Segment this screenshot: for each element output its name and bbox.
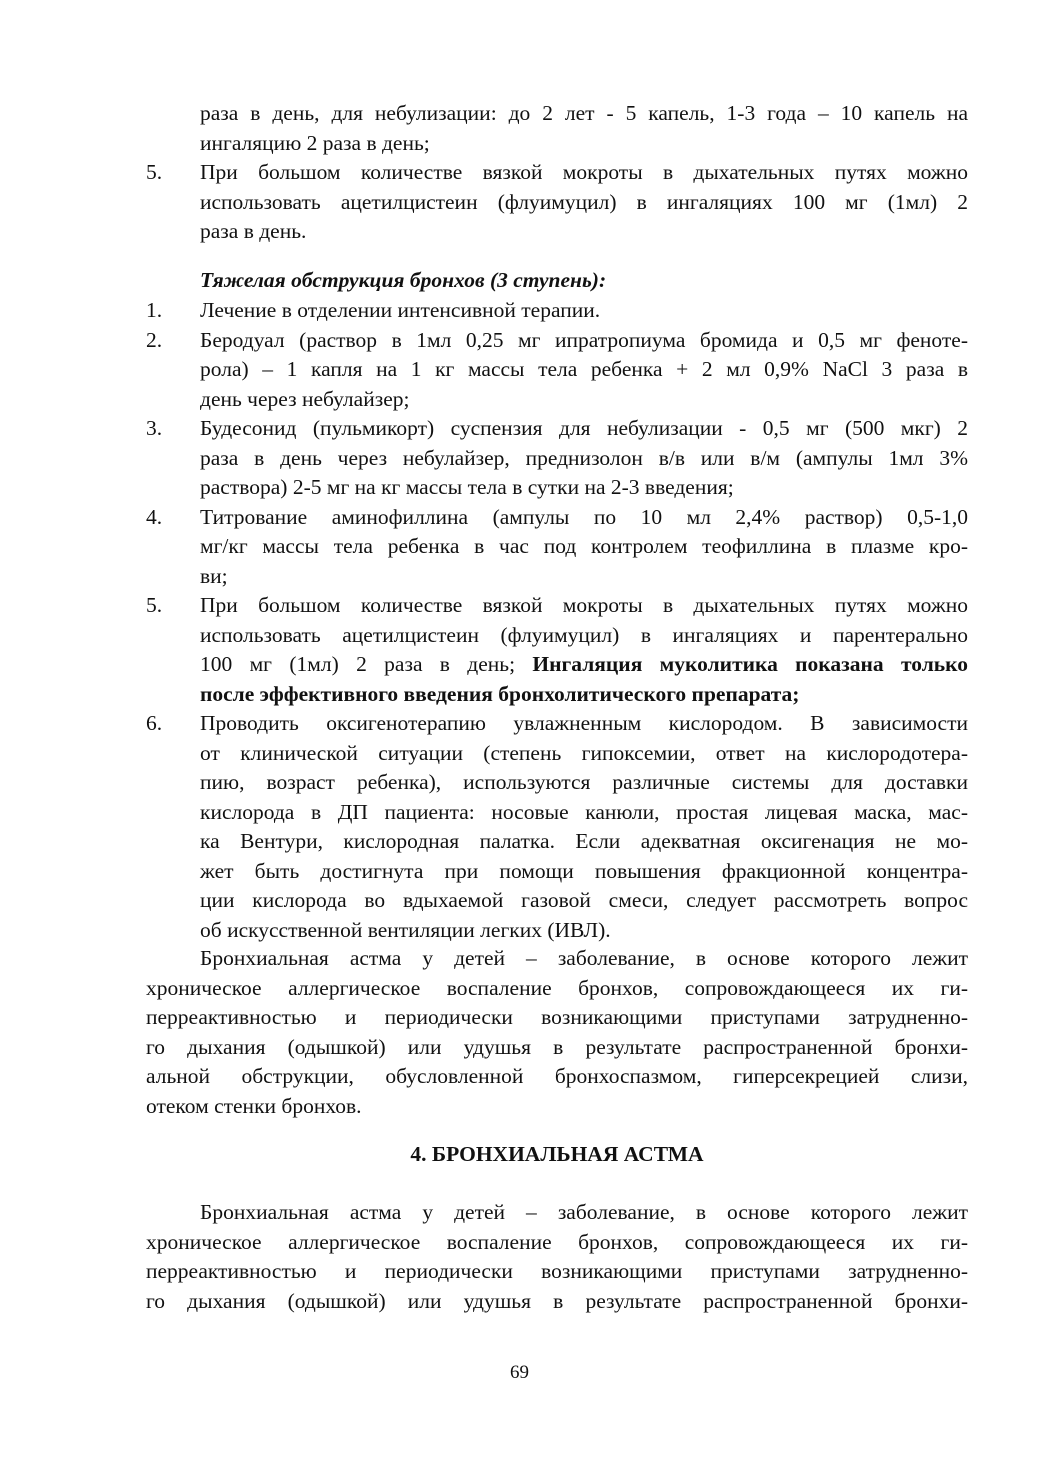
text-line: пию, возраст ребенка), используются различные системы для доставки (200, 770, 968, 794)
text-line: отеком стенки бронхов. (146, 1093, 362, 1118)
text-emphasis-line: после эффективного введения бронхолитического препарата; (200, 681, 800, 706)
text-line: ингаляцию 2 раза в день; (200, 130, 430, 155)
list-item (146, 296, 968, 326)
list-item (146, 158, 968, 247)
text-line: раствора) 2-5 мг на кг массы тела в сутки на 2-3 введения; (200, 475, 734, 499)
list-number: 1. (146, 298, 163, 322)
list-item (146, 503, 968, 592)
text-line: рола) – 1 капля на 1 кг массы тела ребенка + 2 мл 0,9% NaCl 3 раза в (200, 357, 968, 381)
text-line: ви; (200, 563, 228, 588)
text-line: хроническое аллергическое воспаление бронхов, сопровождающееся их ги- (146, 1229, 968, 1254)
text-line: раза в день, для небулизации: до 2 лет - 5 капель, 1-3 года – 10 капель на (200, 101, 968, 125)
list-number: 2. (146, 327, 163, 352)
text-line: ции кислорода во вдыхаемой газовой смеси, следует рассмотреть вопрос (200, 888, 968, 912)
text-line: Будесонид (пульмикорт) суспензия для небулизации - 0,5 мг (500 мкг) 2 (200, 416, 968, 440)
text-line: альной обструкции, обусловленной бронхоспазмом, гиперсекрецией слизи, (146, 1064, 968, 1088)
text-line: При большом количестве вязкой мокроты в дыхательных путях можно (200, 160, 968, 184)
text-line: перреактивностью и периодически возникающими приступами затрудненно- (146, 1259, 968, 1283)
list-item (146, 414, 968, 503)
text-line: хроническое аллергическое воспаление бронхов, сопровождающееся их ги- (146, 975, 968, 1000)
section-subheading (146, 266, 968, 296)
text-line: го дыхания (одышкой) или удушья в результате распространенной бронхи- (146, 1034, 968, 1059)
text-emphasis: Ингаляция муколитика показана только (532, 652, 968, 676)
text-line: жет быть достигнута при помощи повышения фракционной концентра- (200, 858, 968, 883)
list-item (146, 709, 968, 945)
text-line: кислорода в ДП пациента: носовые канюли, простая лицевая маска, мас- (200, 799, 968, 824)
text-line: Беродуал (раствор в 1мл 0,25 мг ипратропиума бромида и 0,5 мг феноте- (200, 327, 968, 352)
text-normal: 100 мг (1мл) 2 раза в день; (200, 652, 533, 676)
text-line: раза в день через небулайзер, преднизолон в/в или в/м (ампулы 1мл 3% (200, 445, 968, 470)
list-number: 4. (146, 504, 163, 529)
text-line: Бронхиальная астма у детей – заболевание, в основе которого лежит (200, 946, 968, 970)
text-line: использовать ацетилцистеин (флуимуцил) в ингаляциях и парентерально (200, 622, 968, 647)
paragraph-definition-2 (146, 1198, 968, 1316)
list-item-moderate-5 (146, 158, 968, 247)
page-number: 69 (510, 1362, 529, 1383)
text-line: раза в день. (200, 219, 307, 243)
text-line: мг/кг массы тела ребенка в час под контролем теофиллина в плазме кро- (200, 534, 968, 558)
text-line: Бронхиальная астма у детей – заболевание, в основе которого лежит (200, 1200, 968, 1224)
list-item (146, 326, 968, 415)
text-line: день через небулайзер; (200, 386, 410, 411)
text-line-mixed (200, 650, 968, 680)
list-number: 6. (146, 711, 163, 735)
text-line: При большом количестве вязкой мокроты в дыхательных путях можно (200, 593, 968, 617)
paragraph-definition-1 (146, 944, 968, 1121)
text-line: го дыхания (одышкой) или удушья в результате распространенной бронхи- (146, 1288, 968, 1313)
text-line: Проводить оксигенотерапию увлажненным кислородом. В зависимости (200, 711, 968, 735)
text-line: Титрование аминофиллина (ампулы по 10 мл 2,4% раствор) 0,5-1,0 (200, 504, 968, 529)
chapter-title: 4. БРОНХИАЛЬНАЯ АСТМА (410, 1142, 704, 1166)
text-line: использовать ацетилцистеин (флуимуцил) в ингаляциях 100 мг (1мл) 2 (200, 189, 968, 214)
intro-continuation (146, 99, 968, 158)
text-line: от клинической ситуации (степень гипоксемии, ответ на кислородотера- (200, 740, 968, 765)
text-line: об искусственной вентиляции легких (ИВЛ). (200, 917, 611, 942)
list-number: 5. (146, 160, 163, 184)
text-line: Лечение в отделении интенсивной терапии. (200, 298, 601, 322)
list-number: 3. (146, 416, 163, 440)
subheading-text: Тяжелая обструкция бронхов (3 ступень): (200, 268, 607, 292)
list-item (146, 591, 968, 709)
severe-list (146, 296, 968, 945)
text-line: перреактивностью и периодически возникающими приступами затрудненно- (146, 1005, 968, 1029)
text-line: ка Вентури, кислородная палатка. Если адекватная оксигенация не мо- (200, 829, 968, 853)
list-number: 5. (146, 593, 163, 617)
